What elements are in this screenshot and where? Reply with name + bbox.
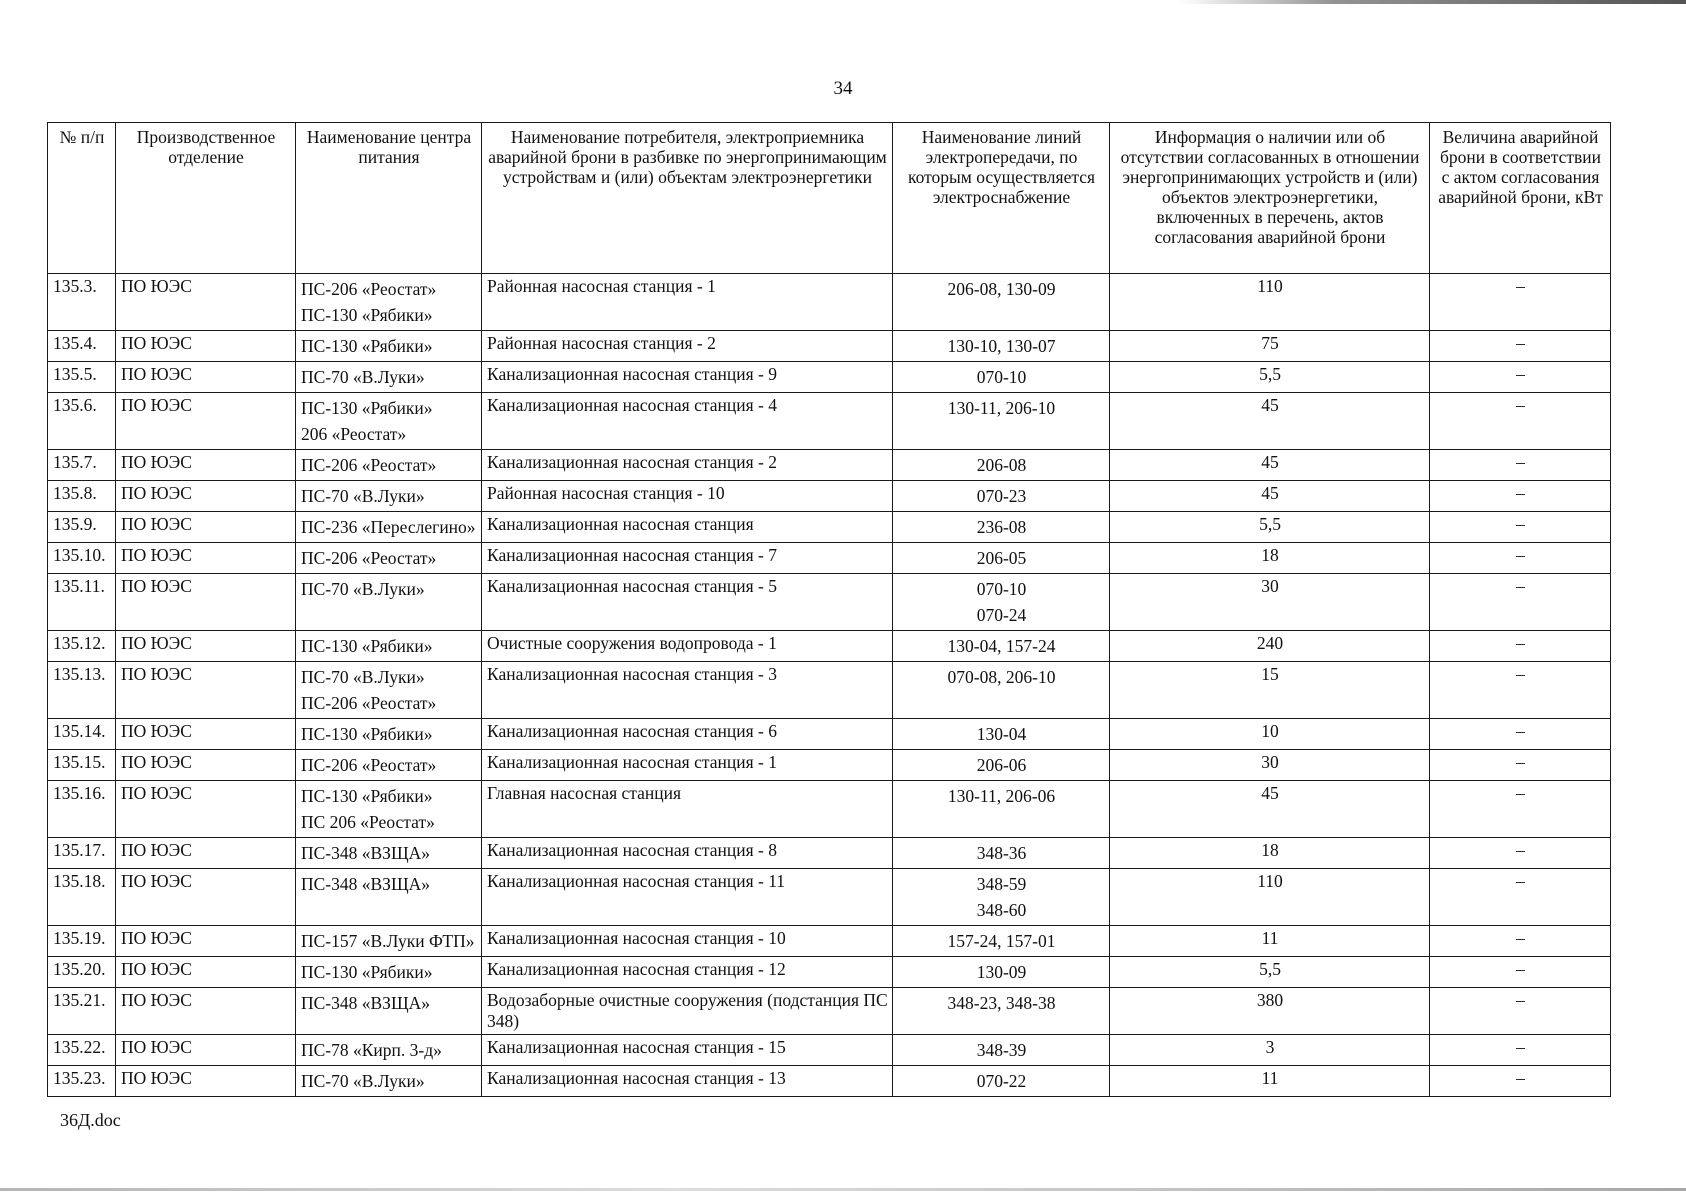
power-center-cell [296, 450, 482, 481]
reserve-amount-cell: – [1430, 481, 1611, 512]
table-row [48, 331, 1611, 362]
power-center-line: ПС-130 «Рябики» [301, 336, 433, 356]
reserve-amount-cell: – [1430, 926, 1611, 957]
power-center-line: ПС-206 «Реостат» [301, 455, 437, 475]
consumer-cell: Районная насосная станция - 2 [482, 331, 893, 362]
power-center-cell [296, 926, 482, 957]
power-line-item: 348-23, 348-38 [947, 993, 1056, 1013]
power-center-line: ПС 206 «Реостат» [301, 812, 435, 832]
power-line-item: 157-24, 157-01 [947, 931, 1056, 951]
power-center-cell [296, 481, 482, 512]
consumer-cell: Водозаборные очистные сооружения (подстанция ПС 348) [482, 988, 893, 1035]
consumer-cell: Канализационная насосная станция - 15 [482, 1035, 893, 1066]
power-lines-cell [893, 926, 1110, 957]
power-line-item: 348-36 [976, 843, 1027, 863]
power-center-line: ПС-157 «В.Луки ФТП» [301, 931, 475, 951]
power-lines-cell [893, 662, 1110, 719]
department-cell: ПО ЮЭС [116, 331, 296, 362]
department-cell: ПО ЮЭС [116, 750, 296, 781]
power-line-item: 070-08, 206-10 [947, 667, 1056, 687]
agreement-info-cell: 45 [1110, 450, 1430, 481]
department-cell: ПО ЮЭС [116, 869, 296, 926]
power-lines-cell [893, 781, 1110, 838]
power-center-line: ПС-348 «ВЗЩА» [301, 993, 430, 1013]
row-number: 135.5. [48, 362, 116, 393]
department-cell: ПО ЮЭС [116, 512, 296, 543]
power-line-item: 236-08 [976, 517, 1027, 537]
agreement-info-cell: 15 [1110, 662, 1430, 719]
power-center-line: ПС-206 «Реостат» [301, 693, 437, 713]
power-line-item: 206-05 [976, 548, 1027, 568]
power-center-line: ПС-130 «Рябики» [301, 398, 433, 418]
power-line-item: 348-39 [976, 1040, 1027, 1060]
power-line-item: 070-24 [976, 605, 1027, 625]
power-lines-cell [893, 1066, 1110, 1097]
row-number: 135.21. [48, 988, 116, 1035]
row-number: 135.20. [48, 957, 116, 988]
department-cell: ПО ЮЭС [116, 450, 296, 481]
department-cell: ПО ЮЭС [116, 393, 296, 450]
agreement-info-cell: 380 [1110, 988, 1430, 1035]
power-lines-cell [893, 574, 1110, 631]
power-line-item: 130-11, 206-10 [947, 398, 1056, 418]
agreement-info-cell: 110 [1110, 869, 1430, 926]
power-center-line: ПС-70 «В.Луки» [301, 367, 425, 387]
power-center-cell [296, 362, 482, 393]
department-cell: ПО ЮЭС [116, 988, 296, 1035]
header-consumer: Наименование потребителя, электроприемника аварийной брони в разбивке по энергопринимающим устройствам и (или) объектам электроэнергетики [482, 123, 893, 274]
table-row [48, 662, 1611, 719]
agreement-info-cell: 11 [1110, 926, 1430, 957]
agreement-info-cell: 3 [1110, 1035, 1430, 1066]
table-row [48, 750, 1611, 781]
power-line-item: 206-08, 130-09 [947, 279, 1056, 299]
power-center-line: ПС-130 «Рябики» [301, 786, 433, 806]
consumer-cell: Районная насосная станция - 10 [482, 481, 893, 512]
power-line-item: 130-09 [976, 962, 1027, 982]
agreement-info-cell: 45 [1110, 481, 1430, 512]
consumer-cell: Канализационная насосная станция - 1 [482, 750, 893, 781]
table-row [48, 512, 1611, 543]
power-center-cell [296, 1066, 482, 1097]
power-center-cell [296, 662, 482, 719]
row-number: 135.6. [48, 393, 116, 450]
scan-edge-bottom [0, 1188, 1686, 1191]
department-cell: ПО ЮЭС [116, 838, 296, 869]
consumer-cell: Канализационная насосная станция - 7 [482, 543, 893, 574]
consumer-cell: Районная насосная станция - 1 [482, 274, 893, 331]
agreement-info-cell: 75 [1110, 331, 1430, 362]
consumer-cell: Очистные сооружения водопровода - 1 [482, 631, 893, 662]
table-row [48, 631, 1611, 662]
power-lines-cell [893, 988, 1110, 1035]
power-lines-cell [893, 450, 1110, 481]
power-line-item: 130-04 [976, 724, 1027, 744]
power-lines-cell [893, 393, 1110, 450]
consumer-cell: Канализационная насосная станция - 3 [482, 662, 893, 719]
consumer-cell: Канализационная насосная станция - 6 [482, 719, 893, 750]
row-number: 135.19. [48, 926, 116, 957]
consumer-cell: Канализационная насосная станция - 10 [482, 926, 893, 957]
page-number: 34 [833, 78, 853, 99]
row-number: 135.15. [48, 750, 116, 781]
power-lines-cell [893, 719, 1110, 750]
table-row [48, 957, 1611, 988]
power-center-line: ПС-70 «В.Луки» [301, 1071, 425, 1091]
power-center-line: ПС-70 «В.Луки» [301, 667, 425, 687]
reserve-amount-cell: – [1430, 781, 1611, 838]
power-center-line: ПС-70 «В.Луки» [301, 579, 425, 599]
consumer-cell: Главная насосная станция [482, 781, 893, 838]
power-line-item: 206-08 [976, 455, 1027, 475]
department-cell: ПО ЮЭС [116, 574, 296, 631]
power-lines-cell [893, 362, 1110, 393]
power-center-cell [296, 631, 482, 662]
power-center-line: 206 «Реостат» [301, 424, 407, 444]
power-center-line: ПС-348 «ВЗЩА» [301, 874, 430, 894]
power-line-item: 348-60 [976, 900, 1027, 920]
power-lines-cell [893, 1035, 1110, 1066]
scan-edge-top [1180, 0, 1686, 4]
header-power-lines: Наименование линий электропередачи, по которым осуществляется электроснабжение [893, 123, 1110, 274]
power-line-item: 348-59 [976, 874, 1027, 894]
reserve-amount-cell: – [1430, 274, 1611, 331]
table-row [48, 1066, 1611, 1097]
row-number: 135.8. [48, 481, 116, 512]
consumer-cell: Канализационная насосная станция - 2 [482, 450, 893, 481]
row-number: 135.23. [48, 1066, 116, 1097]
power-lines-cell [893, 543, 1110, 574]
file-name: 36Д.doc [60, 1110, 121, 1130]
reserve-amount-cell: – [1430, 574, 1611, 631]
power-line-item: 070-22 [976, 1071, 1027, 1091]
agreement-info-cell: 5,5 [1110, 362, 1430, 393]
department-cell: ПО ЮЭС [116, 781, 296, 838]
power-center-line: ПС-70 «В.Луки» [301, 486, 425, 506]
table-row [48, 838, 1611, 869]
header-department: Производственное отделение [116, 123, 296, 274]
reserve-amount-cell: – [1430, 838, 1611, 869]
power-line-item: 130-04, 157-24 [947, 636, 1056, 656]
consumer-cell: Канализационная насосная станция - 5 [482, 574, 893, 631]
row-number: 135.12. [48, 631, 116, 662]
reserve-amount-cell: – [1430, 957, 1611, 988]
power-center-line: ПС-348 «ВЗЩА» [301, 843, 430, 863]
reserve-amount-cell: – [1430, 750, 1611, 781]
power-center-cell [296, 988, 482, 1035]
row-number: 135.17. [48, 838, 116, 869]
consumer-cell: Канализационная насосная станция - 12 [482, 957, 893, 988]
table-row [48, 1035, 1611, 1066]
agreement-info-cell: 10 [1110, 719, 1430, 750]
reserve-amount-cell: – [1430, 393, 1611, 450]
header-power-center: Наименование центра питания [296, 123, 482, 274]
department-cell: ПО ЮЭС [116, 631, 296, 662]
power-center-cell [296, 838, 482, 869]
reserve-amount-cell: – [1430, 1035, 1611, 1066]
agreement-info-cell: 5,5 [1110, 512, 1430, 543]
row-number: 135.9. [48, 512, 116, 543]
power-center-cell [296, 543, 482, 574]
header-num: № п/п [48, 123, 116, 274]
reserve-amount-cell: – [1430, 662, 1611, 719]
power-center-line: ПС-130 «Рябики» [301, 636, 433, 656]
power-lines-cell [893, 274, 1110, 331]
power-center-cell [296, 393, 482, 450]
power-lines-cell [893, 869, 1110, 926]
power-center-cell [296, 869, 482, 926]
power-lines-cell [893, 481, 1110, 512]
header-agreement-info: Информация о наличии или об отсутствии согласованных в отношении энергопринимающих устройств и (или) объектов электроэнергетики, включенных в перечень, актов согласования аварийной брони [1110, 123, 1430, 274]
reserve-amount-cell: – [1430, 331, 1611, 362]
power-center-cell [296, 719, 482, 750]
agreement-info-cell: 30 [1110, 574, 1430, 631]
power-lines-cell [893, 838, 1110, 869]
row-number: 135.13. [48, 662, 116, 719]
row-number: 135.10. [48, 543, 116, 574]
row-number: 135.11. [48, 574, 116, 631]
agreement-info-cell: 45 [1110, 781, 1430, 838]
consumer-cell: Канализационная насосная станция - 9 [482, 362, 893, 393]
power-lines-cell [893, 631, 1110, 662]
power-line-item: 206-06 [976, 755, 1027, 775]
reserve-amount-cell: – [1430, 988, 1611, 1035]
header-reserve-kw: Величина аварийной брони в соответствии с актом согласования аварийной брони, кВт [1430, 123, 1611, 274]
reserve-amount-cell: – [1430, 450, 1611, 481]
emergency-reserve-table [47, 122, 1611, 1097]
table-header-row [48, 123, 1611, 274]
power-center-line: ПС-206 «Реостат» [301, 279, 437, 299]
row-number: 135.16. [48, 781, 116, 838]
department-cell: ПО ЮЭС [116, 362, 296, 393]
table-row [48, 719, 1611, 750]
table-row [48, 543, 1611, 574]
row-number: 135.7. [48, 450, 116, 481]
agreement-info-cell: 45 [1110, 393, 1430, 450]
power-center-cell [296, 750, 482, 781]
row-number: 135.18. [48, 869, 116, 926]
power-line-item: 070-10 [976, 367, 1027, 387]
reserve-amount-cell: – [1430, 512, 1611, 543]
row-number: 135.22. [48, 1035, 116, 1066]
department-cell: ПО ЮЭС [116, 1035, 296, 1066]
consumer-cell: Канализационная насосная станция [482, 512, 893, 543]
reserve-amount-cell: – [1430, 543, 1611, 574]
reserve-amount-cell: – [1430, 1066, 1611, 1097]
table-row [48, 926, 1611, 957]
department-cell: ПО ЮЭС [116, 957, 296, 988]
agreement-info-cell: 110 [1110, 274, 1430, 331]
power-lines-cell [893, 750, 1110, 781]
table-row [48, 781, 1611, 838]
department-cell: ПО ЮЭС [116, 274, 296, 331]
table-row [48, 481, 1611, 512]
power-center-line: ПС-130 «Рябики» [301, 962, 433, 982]
power-lines-cell [893, 957, 1110, 988]
power-line-item: 070-10 [976, 579, 1027, 599]
table-row [48, 988, 1611, 1035]
table-row [48, 274, 1611, 331]
row-number: 135.14. [48, 719, 116, 750]
power-center-line: ПС-78 «Кирп. 3-д» [301, 1040, 442, 1060]
department-cell: ПО ЮЭС [116, 543, 296, 574]
consumer-cell: Канализационная насосная станция - 8 [482, 838, 893, 869]
department-cell: ПО ЮЭС [116, 719, 296, 750]
agreement-info-cell: 5,5 [1110, 957, 1430, 988]
department-cell: ПО ЮЭС [116, 481, 296, 512]
power-line-item: 130-11, 206-06 [947, 786, 1056, 806]
reserve-amount-cell: – [1430, 869, 1611, 926]
agreement-info-cell: 18 [1110, 838, 1430, 869]
power-center-cell [296, 331, 482, 362]
power-center-cell [296, 274, 482, 331]
power-lines-cell [893, 512, 1110, 543]
department-cell: ПО ЮЭС [116, 1066, 296, 1097]
table-row [48, 574, 1611, 631]
power-lines-cell [893, 331, 1110, 362]
agreement-info-cell: 18 [1110, 543, 1430, 574]
consumer-cell: Канализационная насосная станция - 13 [482, 1066, 893, 1097]
row-number: 135.3. [48, 274, 116, 331]
table-row [48, 393, 1611, 450]
power-line-item: 070-23 [976, 486, 1027, 506]
consumer-cell: Канализационная насосная станция - 4 [482, 393, 893, 450]
power-center-line: ПС-130 «Рябики» [301, 724, 433, 744]
agreement-info-cell: 30 [1110, 750, 1430, 781]
power-center-cell [296, 574, 482, 631]
power-center-line: ПС-206 «Реостат» [301, 548, 437, 568]
reserve-amount-cell: – [1430, 362, 1611, 393]
table-row [48, 869, 1611, 926]
power-center-cell [296, 957, 482, 988]
power-center-cell [296, 1035, 482, 1066]
reserve-amount-cell: – [1430, 631, 1611, 662]
reserve-amount-cell: – [1430, 719, 1611, 750]
power-center-line: ПС-206 «Реостат» [301, 755, 437, 775]
agreement-info-cell: 11 [1110, 1066, 1430, 1097]
department-cell: ПО ЮЭС [116, 926, 296, 957]
table-row [48, 362, 1611, 393]
department-cell: ПО ЮЭС [116, 662, 296, 719]
power-center-line: ПС-236 «Переслегино» [301, 517, 476, 537]
power-line-item: 130-10, 130-07 [947, 336, 1056, 356]
power-center-line: ПС-130 «Рябики» [301, 305, 433, 325]
power-center-cell [296, 512, 482, 543]
consumer-cell: Канализационная насосная станция - 11 [482, 869, 893, 926]
table-row [48, 450, 1611, 481]
row-number: 135.4. [48, 331, 116, 362]
power-center-cell [296, 781, 482, 838]
table-body [48, 274, 1611, 1097]
agreement-info-cell: 240 [1110, 631, 1430, 662]
